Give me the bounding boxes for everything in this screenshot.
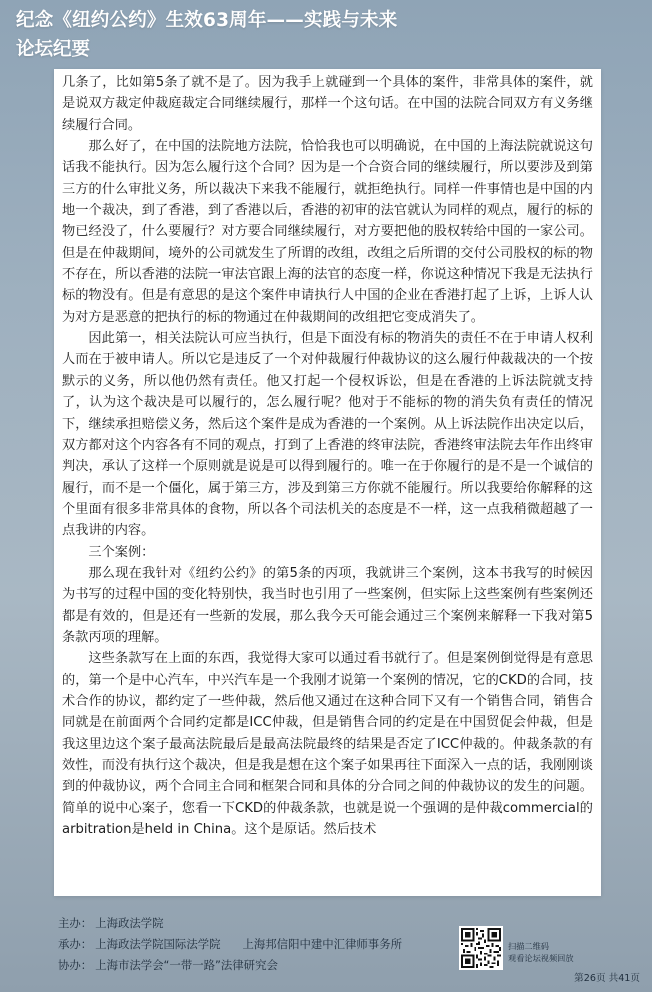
document-page (54, 69, 601, 896)
forum-subtitle: 论坛纪要 (16, 39, 91, 60)
header (16, 6, 636, 64)
footer-co-organizer-row (58, 956, 278, 974)
paragraph-heading-three-cases: 三个案例： (88, 544, 155, 560)
paragraph-3: 因此第一，相关法院认可应当执行，但是下面没有标的物消失的责任不在于申请人权利人而在于被申请人。所以它是违反了一个对仲裁履行仲裁协议的这么履行仲裁裁决的一个按默示的义务，所以他仍然有责任。他又打起一个侵权诉讼，但是在香港的上诉法院就支持了，认为这个裁决是可以履行的，怎么履行呢？他对于不能标的物的消失负有责任的情况下，继续承担赔偿义务，然后这个案件是成为香港的一个案例。从上诉法院作出决定以后，双方都对这个内容各有不同的观点，打到了上香港的终审法院，香港终审法院去年作出终审判决，承认了这样一个原则就是说是可以得到履行的。唯一在于你履行的是不是一个诚信的履行，而不是一个僵化，属于第三方，涉及到第三方你就不能履行。所以我要给你解释的这个里面有很多非常具体的食物，所以各个司法机关的态度是不一样，这一点我稍微超越了一点我讲的内容。 (62, 331, 593, 539)
paragraph-2: 那么好了，在中国的法院地方法院，恰恰我也可以明确说，在中国的上海法院就说这句话我不能执行。因为怎么履行这个合同？因为是一个合资合同的继续履行，所以要涉及到第三方的什么审批义务，所以裁决下来我不能履行，就拒绝执行。同样一件事情也是中国的内地一个裁决，到了香港，到了香港以后，香港的初审的法官就认为同样的观点，履行的标的物已经没了，什么要履行？对方要合同继续履行，对方要把他的股权转给中国的一家公司。但是在仲裁期间，境外的公司就发生了所谓的改组，改组之后所谓的交付公司股权的标的物不存在，所以香港的法院一审法官跟上海的法官的态度一样，你说这种情况下我是无法执行标的物没有。但是有意思的是这个案件申请执行人中国的企业在香港打起了上诉，上诉人认为对方是恶意的把执行的标的物通过在仲裁期间的改组把它变成消失了。 (62, 139, 593, 325)
forum-title: 纪念《纽约公约》生效63周年——实践与未来 (16, 10, 398, 31)
paragraph-5: 那么现在我针对《纽约公约》的第5条的丙项，我就讲三个案例，这本书我写的时候因为书写的过程中国的变化特别快，我当时也引用了一些案例，但实际上这些案例有些案例还都是有效的，但是还有一些新的发展，那么我今天可能会通过三个案例来解释一下我对第5条款丙项的理解。 (62, 565, 593, 645)
co-organizer-value: 上海市法学会“一带一路”法律研究会 (95, 958, 278, 972)
qr-code-icon[interactable] (459, 926, 503, 970)
paragraph-6: 这些条款写在上面的东西，我觉得大家可以通过看书就行了。但是案例倒觉得是有意思的，第一个是中心汽车，中兴汽车是一个我刚才说第一个案例的情况，它的CKD的合同，技术合作的协议，都约定了一些仲裁，然后他又通过在这种合同下又有一个销售合同，销售合同就是在前面两个合同约定都是ICC仲裁，但是销售合同的约定是在中国贸促会仲裁，但是我这里边这个案子最高法院最后是最高法院最终的结果是否定了ICC仲裁的。仲裁条款的有效性，而没有执行这个裁决，但是我是想在这个案子如果再往下面深入一点的话，我刚刚谈到的仲裁协议，两个合同主合同和框架合同和具体的分合同之间的仲裁协议的发生的问题。简单的说中心案子，您看一下CKD的仲裁条款，也就是说一个强调的是仲裁commercial的 arbitration是held in China。这个是原话。然后技术 (62, 651, 593, 838)
footer-organizer-row (58, 935, 402, 953)
qr-caption-line-2: 观看论坛视频回放 (508, 953, 574, 963)
footer-host-row (58, 914, 164, 932)
host-value: 上海政法学院 (95, 916, 164, 930)
organizer-value: 上海政法学院国际法学院 (95, 937, 221, 951)
qr-caption (508, 940, 574, 964)
organizer-value-2: 上海邦信阳中建中汇律师事务所 (242, 937, 402, 951)
host-label: 主办： (58, 916, 93, 930)
organizer-label: 承办： (58, 937, 93, 951)
page-indicator: 第26页 共41页 (574, 973, 640, 984)
paragraph-1: 几条了，比如第5条了就不是了。因为我手上就碰到一个具体的案件，非常具体的案件，就是说双方裁定仲裁庭裁定合同继续履行，那样一个这句话。在中国的法院合同双方有义务继续履行合同。 (62, 75, 593, 133)
co-organizer-label: 协办： (58, 958, 93, 972)
footer (58, 914, 648, 988)
qr-caption-line-1: 扫描二维码 (508, 941, 549, 951)
document-body (62, 72, 593, 840)
